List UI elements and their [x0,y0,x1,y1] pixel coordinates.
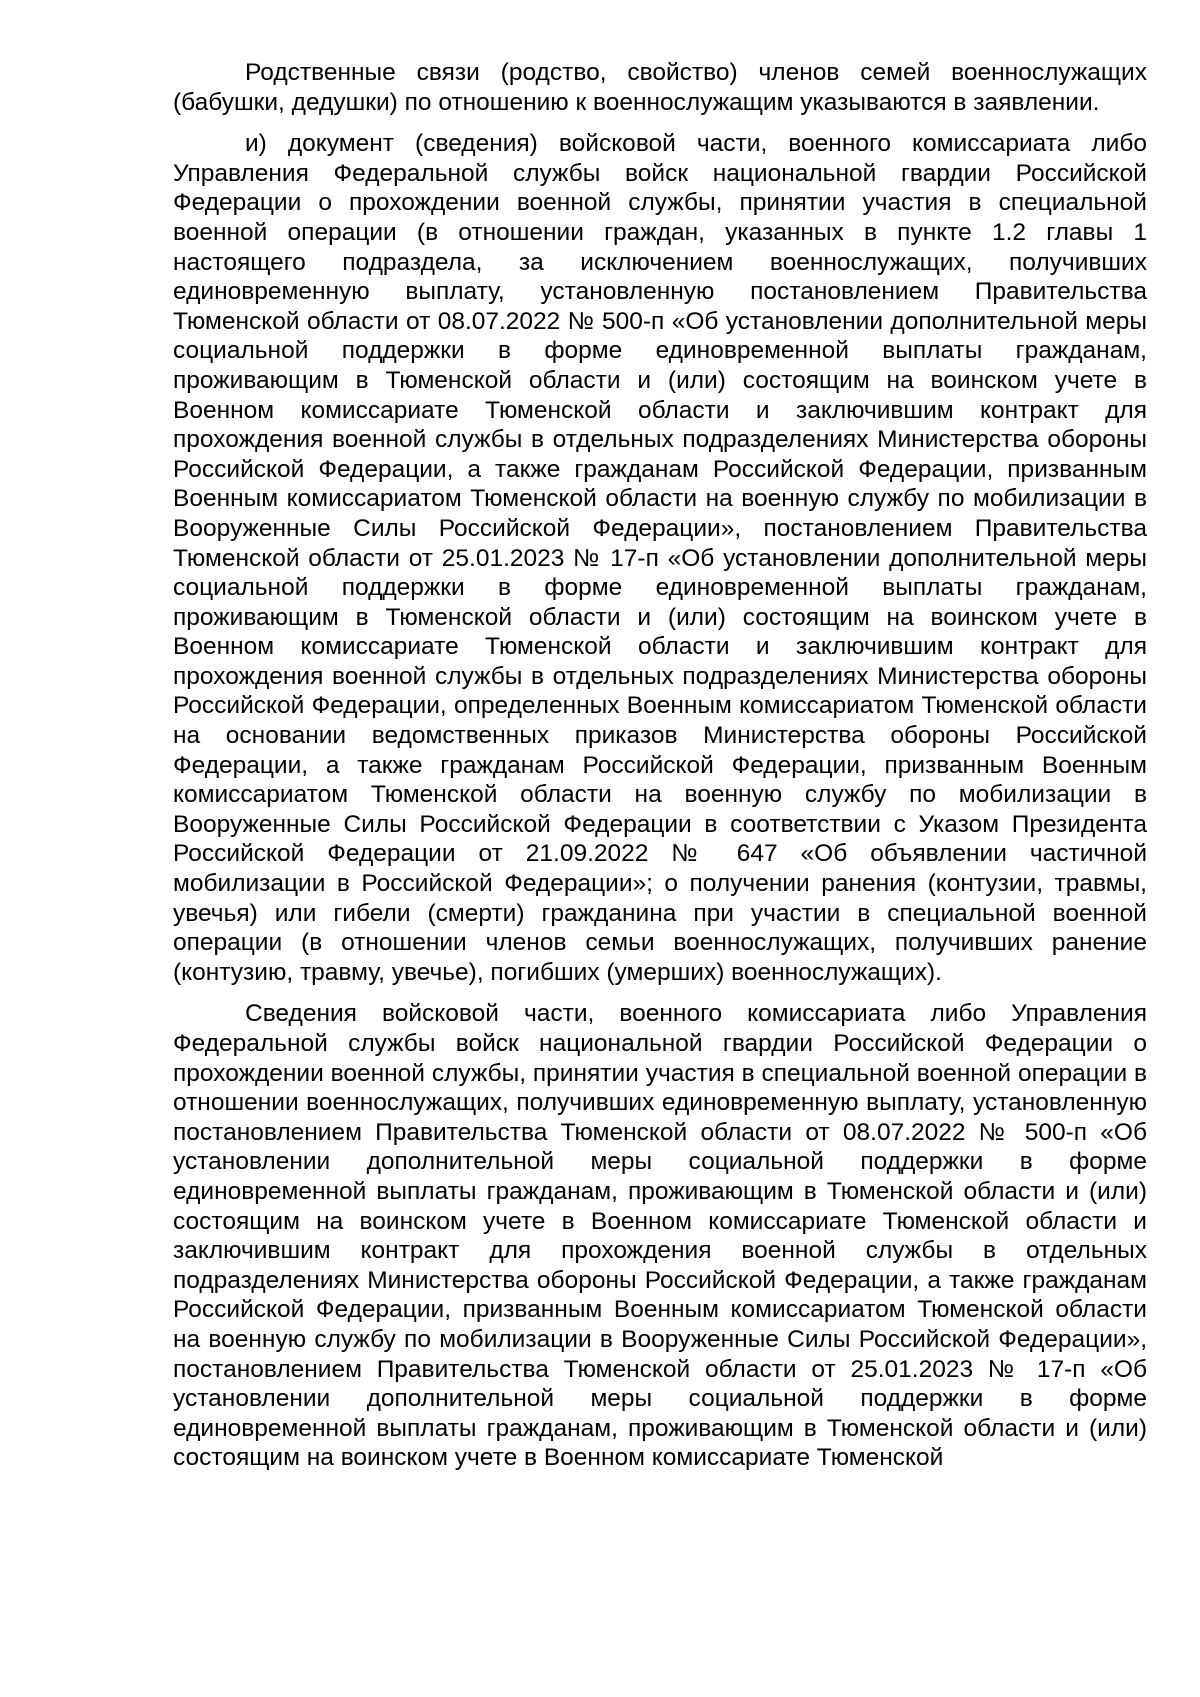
paragraph-military-unit-info: Сведения войсковой части, военного комиссариата либо Управления Федеральной службы войск национальной гвардии Российской Федерации о прохождении военной службы, принятии участия в специальной военной операции в отношении военнослужащих, получивших единовременную выплату, установленную постановлением Правительства Тюменской области от 08.07.2022 № 500-п «Об установлении дополнительной меры социальной поддержки в форме единовременной выплаты гражданам, проживающим в Тюменской области и (или) состоящим на воинском учете в Военном комиссариате Тюменской области и заключившим контракт для прохождения военной службы в отдельных подразделениях Министерства обороны Российской Федерации, а также гражданам Российской Федерации, призванным Военным комиссариатом Тюменской области на военную службу по мобилизации в Вооруженные Силы Российской Федерации», постановлением Правительства Тюменской области от 25.01.2023 № 17-п «Об установлении дополнительной меры социальной поддержки в форме единовременной выплаты гражданам, проживающим в Тюменской области и (или) состоящим на воинском учете в Военном комиссариате Тюменской [173,1000,1147,1472]
paragraph-item-i: и) документ (сведения) войсковой части, военного комиссариата либо Управления Федеральной службы войск национальной гвардии Российской Федерации о прохождении военной службы, принятии участия в специальной военной операции (в отношении граждан, указанных в пункте 1.2 главы 1 настоящего подраздела, за исключением военнослужащих, получивших единовременную выплату, установленную постановлением Правительства Тюменской области от 08.07.2022 № 500-п «Об установлении дополнительной меры социальной поддержки в форме единовременной выплаты гражданам, проживающим в Тюменской области и (или) состоящим на воинском учете в Военном комиссариате Тюменской области и заключившим контракт для прохождения военной службы в отдельных подразделениях Министерства обороны Российской Федерации, а также гражданам Российской Федерации, призванным Военным комиссариатом Тюменской области на военную службу по мобилизации в Вооруженные Силы Российской Федерации», постановлением Правительства Тюменской области от 25.01.2023 № 17-п «Об установлении дополнительной меры социальной поддержки в форме единовременной выплаты гражданам, проживающим в Тюменской области и (или) состоящим на воинском учете в Военном комиссариате Тюменской области и заключившим контракт для прохождения военной службы в отдельных подразделениях Министерства обороны Российской Федерации, определенных Военным комиссариатом Тюменской области на основании ведомственных приказов Министерства обороны Российской Федерации, а также гражданам Российской Федерации, призванным Военным комиссариатом Тюменской области на военную службу по мобилизации в Вооруженные Силы Российской Федерации в соответствии с Указом Президента Российской Федерации от 21.09.2022 № 647 «Об объявлении частичной мобилизации в Российской Федерации»; о получении ранения (контузии, травмы, увечья) или гибели (смерти) гражданина при участии в специальной военной операции (в отношении членов семьи военнослужащих, получивших ранение (контузию, травму, увечье), погибших (умерших) военнослужащих). [173,130,1147,986]
document-page [173,58,1147,1473]
paragraph-relatives: Родственные связи (родство, свойство) членов семей военнослужащих (бабушки, дедушки) по отношению к военнослужащим указываются в заявлении. [173,59,1147,116]
